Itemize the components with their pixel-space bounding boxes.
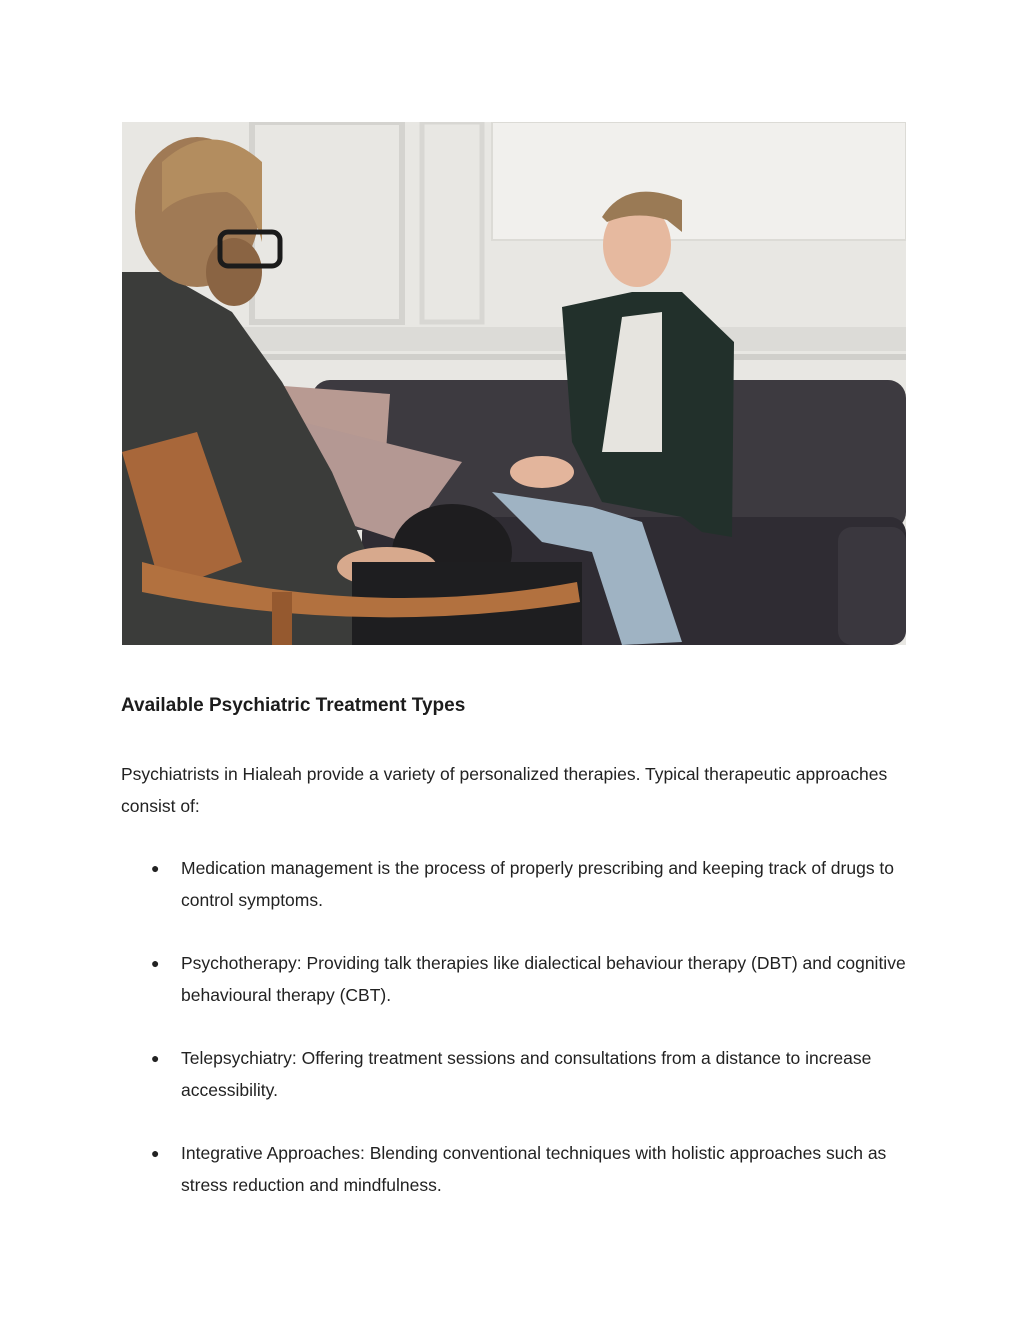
intro-paragraph: Psychiatrists in Hialeah provide a variety of personalized therapies. Typical therapeutic approaches consist of: (121, 764, 888, 816)
list-item (121, 852, 911, 916)
bullet-icon: ● (151, 955, 160, 971)
list-item (121, 1042, 911, 1106)
bullet-icon: ● (151, 860, 160, 876)
section-heading: Available Psychiatric Treatment Types (121, 695, 466, 716)
list-item (121, 947, 911, 1011)
treatment-list (121, 852, 911, 1232)
list-item-text: Medication management is the process of properly prescribing and keeping track of drugs to control symptoms. (181, 858, 895, 910)
list-item-text: Telepsychiatry: Offering treatment sessions and consultations from a distance to increase accessibility. (181, 1048, 872, 1100)
bullet-icon: ● (151, 1050, 160, 1066)
list-item-text: Psychotherapy: Providing talk therapies like dialectical behaviour therapy (DBT) and cognitive behavioural therapy (CBT). (181, 953, 906, 1005)
list-item (121, 1137, 911, 1201)
list-item-text: Integrative Approaches: Blending conventional techniques with holistic approaches such as stress reduction and mindfulness. (181, 1143, 887, 1195)
therapy-session-photo (122, 122, 906, 645)
bullet-icon: ● (151, 1145, 160, 1161)
